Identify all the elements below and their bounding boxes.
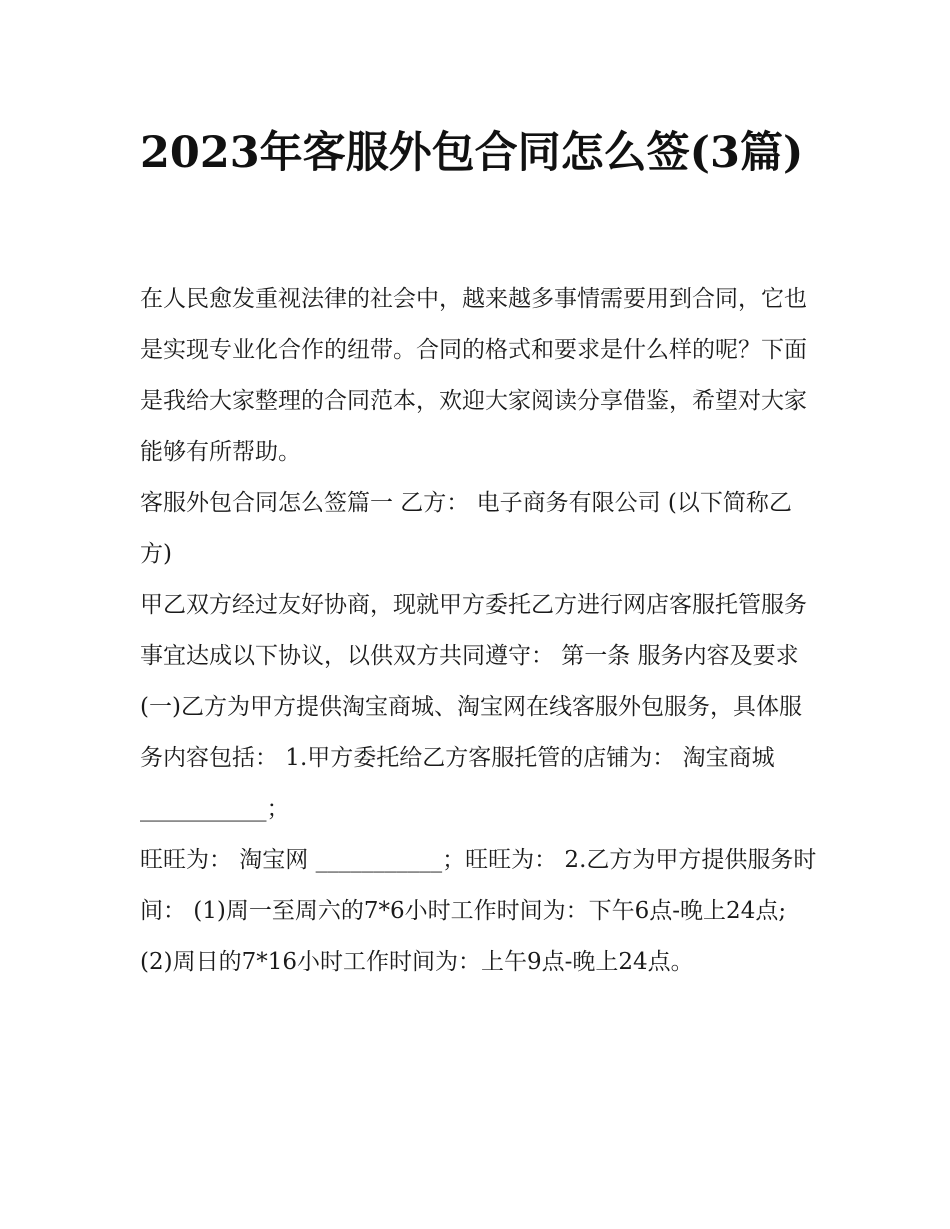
document-title: 2023年客服外包合同怎么签(3篇) (140, 128, 804, 178)
document-body (140, 274, 820, 988)
paragraph-service-content: (一)乙方为甲方提供淘宝商城、淘宝网在线客服外包服务，具体服务内容包括： 1.甲方委托给乙方客服托管的店铺为： 淘宝商城___________； (140, 694, 802, 822)
paragraph-intro: 在人民愈发重视法律的社会中，越来越多事情需要用到合同，它也是实现专业化合作的纽带。合同的格式和要求是什么样的呢？下面是我给大家整理的合同范本，欢迎大家阅读分享借鉴，希望对大家能够有所帮助。 (140, 286, 807, 465)
paragraph-service-time: 旺旺为： 淘宝网 ___________；旺旺为： 2.乙方为甲方提供服务时间： (1)周一至周六的7*6小时工作时间为：下午6点-晚上24点; (140, 847, 817, 924)
paragraph-party-b: 客服外包合同怎么签篇一 乙方： 电子商务有限公司 (以下简称乙方) (140, 490, 792, 567)
paragraph-sunday-hours: (2)周日的7*16小时工作时间为：上午9点-晚上24点。 (140, 949, 694, 975)
paragraph-agreement: 甲乙双方经过友好协商，现就甲方委托乙方进行网店客服托管服务事宜达成以下协议，以供双方共同遵守： 第一条 服务内容及要求 (140, 592, 807, 669)
